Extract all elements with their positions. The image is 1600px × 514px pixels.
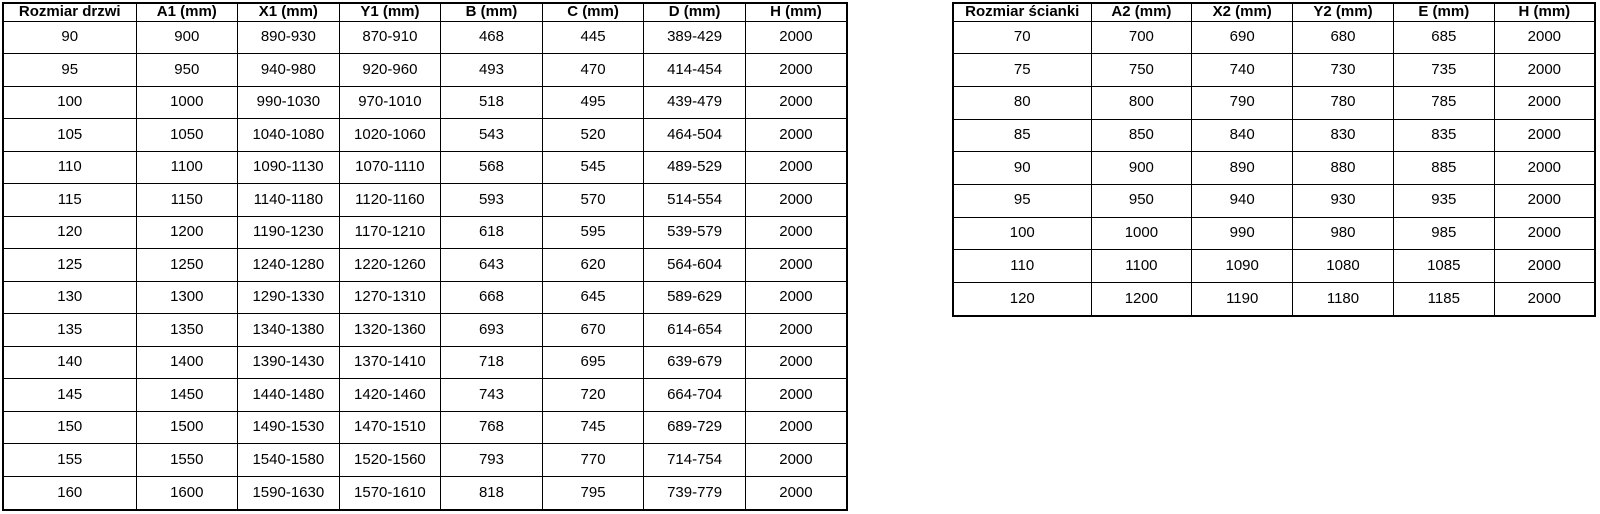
table-cell: 389-429 <box>644 21 746 54</box>
table-row <box>953 152 1595 185</box>
table-cell: 1550 <box>136 444 238 477</box>
table-cell: 1440-1480 <box>238 379 340 412</box>
table-cell: 800 <box>1091 86 1192 119</box>
table-row <box>953 119 1595 152</box>
table-cell: 745 <box>542 411 644 444</box>
column-header: X2 (mm) <box>1192 3 1293 21</box>
table-cell: 1150 <box>136 184 238 217</box>
table-cell: 1080 <box>1293 250 1394 283</box>
table-cell: 1500 <box>136 411 238 444</box>
table-row <box>3 411 847 444</box>
table-row <box>3 184 847 217</box>
column-header: C (mm) <box>542 3 644 21</box>
table-cell: 1420-1460 <box>339 379 441 412</box>
table-row <box>3 216 847 249</box>
table-cell: 1085 <box>1393 250 1494 283</box>
table-cell: 639-679 <box>644 346 746 379</box>
table-cell: 2000 <box>745 281 847 314</box>
table-cell: 95 <box>953 184 1091 217</box>
table-cell: 2000 <box>745 314 847 347</box>
table-cell: 2000 <box>745 54 847 87</box>
table-cell: 1070-1110 <box>339 151 441 184</box>
table-cell: 468 <box>441 21 543 54</box>
table-cell: 2000 <box>745 379 847 412</box>
table-cell: 1250 <box>136 249 238 282</box>
table-cell: 160 <box>3 476 136 510</box>
table-cell: 1520-1560 <box>339 444 441 477</box>
table-cell: 1185 <box>1393 282 1494 316</box>
table-cell: 900 <box>1091 152 1192 185</box>
table-cell: 730 <box>1293 54 1394 87</box>
table-row <box>3 314 847 347</box>
table-cell: 100 <box>953 217 1091 250</box>
table-cell: 739-779 <box>644 476 746 510</box>
table-cell: 1090 <box>1192 250 1293 283</box>
column-header: Rozmiar drzwi <box>3 3 136 21</box>
table-cell: 2000 <box>1494 282 1595 316</box>
table-cell: 2000 <box>1494 250 1595 283</box>
table-cell: 980 <box>1293 217 1394 250</box>
table-cell: 1090-1130 <box>238 151 340 184</box>
table-cell: 2000 <box>745 216 847 249</box>
table-cell: 693 <box>441 314 543 347</box>
table-cell: 1190 <box>1192 282 1293 316</box>
table-cell: 940 <box>1192 184 1293 217</box>
table-cell: 593 <box>441 184 543 217</box>
table-cell: 414-454 <box>644 54 746 87</box>
table-cell: 120 <box>953 282 1091 316</box>
table-row <box>3 379 847 412</box>
table-cell: 145 <box>3 379 136 412</box>
table-cell: 890-930 <box>238 21 340 54</box>
table-cell: 740 <box>1192 54 1293 87</box>
table-cell: 1390-1430 <box>238 346 340 379</box>
table-cell: 840 <box>1192 119 1293 152</box>
table-cell: 1020-1060 <box>339 119 441 152</box>
table-cell: 1270-1310 <box>339 281 441 314</box>
table-cell: 690 <box>1192 21 1293 54</box>
table-cell: 545 <box>542 151 644 184</box>
table-cell: 2000 <box>745 86 847 119</box>
table-cell: 930 <box>1293 184 1394 217</box>
table-cell: 1540-1580 <box>238 444 340 477</box>
table-cell: 614-654 <box>644 314 746 347</box>
table-cell: 489-529 <box>644 151 746 184</box>
table-cell: 2000 <box>745 476 847 510</box>
table-cell: 743 <box>441 379 543 412</box>
table-cell: 1170-1210 <box>339 216 441 249</box>
table-cell: 835 <box>1393 119 1494 152</box>
table-cell: 1400 <box>136 346 238 379</box>
wall-panel-sizes-table <box>952 2 1596 317</box>
table-cell: 2000 <box>745 411 847 444</box>
table-cell: 564-604 <box>644 249 746 282</box>
table-cell: 2000 <box>745 444 847 477</box>
header-row <box>953 3 1595 21</box>
table-cell: 990-1030 <box>238 86 340 119</box>
column-header: A1 (mm) <box>136 3 238 21</box>
table-row <box>953 250 1595 283</box>
table-cell: 890 <box>1192 152 1293 185</box>
column-header: X1 (mm) <box>238 3 340 21</box>
table-cell: 520 <box>542 119 644 152</box>
table-cell: 1240-1280 <box>238 249 340 282</box>
table-cell: 680 <box>1293 21 1394 54</box>
table-cell: 1370-1410 <box>339 346 441 379</box>
table-cell: 735 <box>1393 54 1494 87</box>
table-cell: 2000 <box>745 184 847 217</box>
table-cell: 718 <box>441 346 543 379</box>
table-cell: 589-629 <box>644 281 746 314</box>
table-cell: 2000 <box>1494 184 1595 217</box>
table-cell: 1590-1630 <box>238 476 340 510</box>
table-cell: 695 <box>542 346 644 379</box>
table-cell: 950 <box>1091 184 1192 217</box>
table-cell: 2000 <box>1494 119 1595 152</box>
table-cell: 470 <box>542 54 644 87</box>
table-cell: 1200 <box>1091 282 1192 316</box>
table-cell: 700 <box>1091 21 1192 54</box>
table-cell: 518 <box>441 86 543 119</box>
column-header: H (mm) <box>745 3 847 21</box>
table-cell: 495 <box>542 86 644 119</box>
table-cell: 1050 <box>136 119 238 152</box>
table-cell: 900 <box>136 21 238 54</box>
column-header: B (mm) <box>441 3 543 21</box>
table-cell: 130 <box>3 281 136 314</box>
table-cell: 618 <box>441 216 543 249</box>
table-row <box>3 54 847 87</box>
table-cell: 1200 <box>136 216 238 249</box>
table-cell: 645 <box>542 281 644 314</box>
table-row <box>3 281 847 314</box>
column-header: A2 (mm) <box>1091 3 1192 21</box>
table-cell: 1000 <box>136 86 238 119</box>
table-cell: 720 <box>542 379 644 412</box>
table-cell: 1100 <box>136 151 238 184</box>
table-cell: 1340-1380 <box>238 314 340 347</box>
table-cell: 125 <box>3 249 136 282</box>
table-cell: 850 <box>1091 119 1192 152</box>
table-row <box>3 119 847 152</box>
table-cell: 110 <box>3 151 136 184</box>
table-cell: 95 <box>3 54 136 87</box>
column-header: D (mm) <box>644 3 746 21</box>
table-row <box>3 444 847 477</box>
table-cell: 1600 <box>136 476 238 510</box>
table-cell: 2000 <box>1494 21 1595 54</box>
table-cell: 155 <box>3 444 136 477</box>
table-cell: 950 <box>136 54 238 87</box>
table-cell: 2000 <box>745 346 847 379</box>
table-cell: 1570-1610 <box>339 476 441 510</box>
table-cell: 750 <box>1091 54 1192 87</box>
table-cell: 2000 <box>745 249 847 282</box>
table-cell: 970-1010 <box>339 86 441 119</box>
table-cell: 514-554 <box>644 184 746 217</box>
table-cell: 830 <box>1293 119 1394 152</box>
table-row <box>3 21 847 54</box>
table-cell: 85 <box>953 119 1091 152</box>
table-cell: 920-960 <box>339 54 441 87</box>
table-row <box>3 476 847 510</box>
table-cell: 90 <box>3 21 136 54</box>
table-row <box>953 217 1595 250</box>
table-cell: 885 <box>1393 152 1494 185</box>
table-cell: 620 <box>542 249 644 282</box>
column-header: Y2 (mm) <box>1293 3 1394 21</box>
table-cell: 80 <box>953 86 1091 119</box>
table-cell: 90 <box>953 152 1091 185</box>
table-cell: 2000 <box>745 21 847 54</box>
table-cell: 570 <box>542 184 644 217</box>
table-cell: 110 <box>953 250 1091 283</box>
table-cell: 770 <box>542 444 644 477</box>
table-cell: 985 <box>1393 217 1494 250</box>
table-row <box>953 86 1595 119</box>
table-cell: 1120-1160 <box>339 184 441 217</box>
column-header: Rozmiar ścianki <box>953 3 1091 21</box>
table-cell: 493 <box>441 54 543 87</box>
table-cell: 1180 <box>1293 282 1394 316</box>
table-row <box>3 346 847 379</box>
table-cell: 115 <box>3 184 136 217</box>
table-cell: 1190-1230 <box>238 216 340 249</box>
table-cell: 2000 <box>745 119 847 152</box>
table-cell: 140 <box>3 346 136 379</box>
table-cell: 1470-1510 <box>339 411 441 444</box>
table-cell: 935 <box>1393 184 1494 217</box>
table-row <box>3 249 847 282</box>
table-cell: 2000 <box>745 151 847 184</box>
table-cell: 120 <box>3 216 136 249</box>
table-row <box>953 282 1595 316</box>
table-cell: 790 <box>1192 86 1293 119</box>
table-row <box>3 151 847 184</box>
table-cell: 543 <box>441 119 543 152</box>
table-cell: 685 <box>1393 21 1494 54</box>
table-cell: 464-504 <box>644 119 746 152</box>
table-cell: 668 <box>441 281 543 314</box>
table-cell: 100 <box>3 86 136 119</box>
table-cell: 1140-1180 <box>238 184 340 217</box>
table-cell: 1490-1530 <box>238 411 340 444</box>
table-cell: 714-754 <box>644 444 746 477</box>
table-cell: 768 <box>441 411 543 444</box>
table-row <box>3 86 847 119</box>
table-cell: 2000 <box>1494 54 1595 87</box>
table-cell: 990 <box>1192 217 1293 250</box>
table-cell: 1320-1360 <box>339 314 441 347</box>
column-header: H (mm) <box>1494 3 1595 21</box>
table-cell: 1100 <box>1091 250 1192 283</box>
header-row <box>3 3 847 21</box>
table-cell: 940-980 <box>238 54 340 87</box>
table-cell: 689-729 <box>644 411 746 444</box>
table-cell: 2000 <box>1494 86 1595 119</box>
table-cell: 1300 <box>136 281 238 314</box>
table-cell: 780 <box>1293 86 1394 119</box>
table-cell: 568 <box>441 151 543 184</box>
table-row <box>953 54 1595 87</box>
door-sizes-table <box>2 2 848 511</box>
table-cell: 1040-1080 <box>238 119 340 152</box>
table-cell: 150 <box>3 411 136 444</box>
table-row <box>953 184 1595 217</box>
table-cell: 135 <box>3 314 136 347</box>
table-cell: 70 <box>953 21 1091 54</box>
table-cell: 75 <box>953 54 1091 87</box>
table-cell: 880 <box>1293 152 1394 185</box>
table-row <box>953 21 1595 54</box>
table-cell: 2000 <box>1494 152 1595 185</box>
table-cell: 818 <box>441 476 543 510</box>
table-cell: 105 <box>3 119 136 152</box>
table-cell: 643 <box>441 249 543 282</box>
table-cell: 1450 <box>136 379 238 412</box>
table-cell: 439-479 <box>644 86 746 119</box>
table-cell: 870-910 <box>339 21 441 54</box>
table-cell: 539-579 <box>644 216 746 249</box>
table-cell: 1290-1330 <box>238 281 340 314</box>
table-cell: 785 <box>1393 86 1494 119</box>
table-cell: 445 <box>542 21 644 54</box>
table-cell: 793 <box>441 444 543 477</box>
table-cell: 670 <box>542 314 644 347</box>
table-cell: 664-704 <box>644 379 746 412</box>
table-cell: 2000 <box>1494 217 1595 250</box>
table-cell: 1350 <box>136 314 238 347</box>
table-cell: 1000 <box>1091 217 1192 250</box>
table-cell: 795 <box>542 476 644 510</box>
table-cell: 1220-1260 <box>339 249 441 282</box>
column-header: E (mm) <box>1393 3 1494 21</box>
table-cell: 595 <box>542 216 644 249</box>
column-header: Y1 (mm) <box>339 3 441 21</box>
